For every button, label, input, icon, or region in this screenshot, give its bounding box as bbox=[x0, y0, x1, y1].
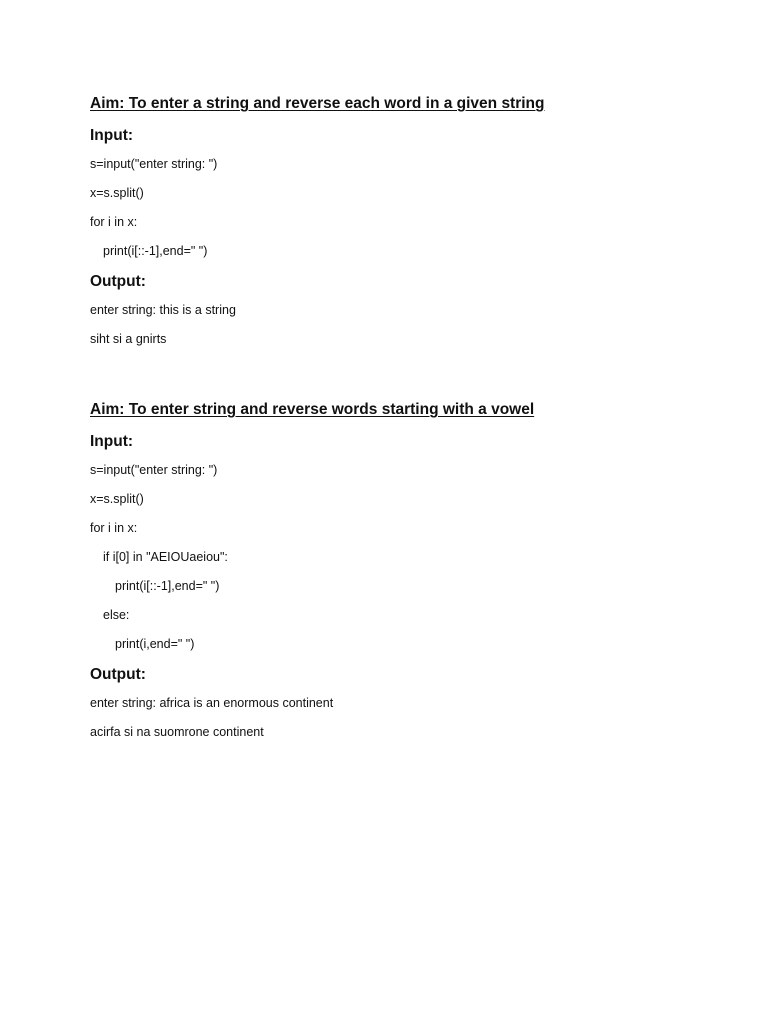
aim-heading: Aim: To enter a string and reverse each word in a given string bbox=[90, 95, 545, 112]
code-line: if i[0] in "AEIOUaeiou": bbox=[103, 550, 228, 564]
code-line: else: bbox=[103, 608, 130, 622]
code-line: x=s.split() bbox=[90, 492, 144, 506]
code-line: s=input("enter string: ") bbox=[90, 463, 218, 477]
output-label: Output: bbox=[90, 273, 146, 290]
input-label: Input: bbox=[90, 127, 134, 144]
program-section-reverse-vowel-words bbox=[90, 400, 710, 753]
output-line: enter string: africa is an enormous continent bbox=[90, 696, 334, 710]
output-label: Output: bbox=[90, 666, 146, 683]
output-line: acirfa si na suomrone continent bbox=[90, 725, 264, 739]
aim-heading: Aim: To enter string and reverse words starting with a vowel bbox=[90, 401, 535, 418]
code-line: print(i[::-1],end=" ") bbox=[115, 579, 220, 593]
code-line: print(i[::-1],end=" ") bbox=[103, 244, 208, 258]
input-label: Input: bbox=[90, 433, 134, 450]
code-line: for i in x: bbox=[90, 521, 138, 535]
program-section-reverse-each-word bbox=[90, 94, 710, 360]
output-line: enter string: this is a string bbox=[90, 303, 236, 317]
code-line: x=s.split() bbox=[90, 186, 144, 200]
code-line: for i in x: bbox=[90, 215, 138, 229]
output-line: siht si a gnirts bbox=[90, 332, 167, 346]
code-line: print(i,end=" ") bbox=[115, 637, 195, 651]
code-line: s=input("enter string: ") bbox=[90, 157, 218, 171]
